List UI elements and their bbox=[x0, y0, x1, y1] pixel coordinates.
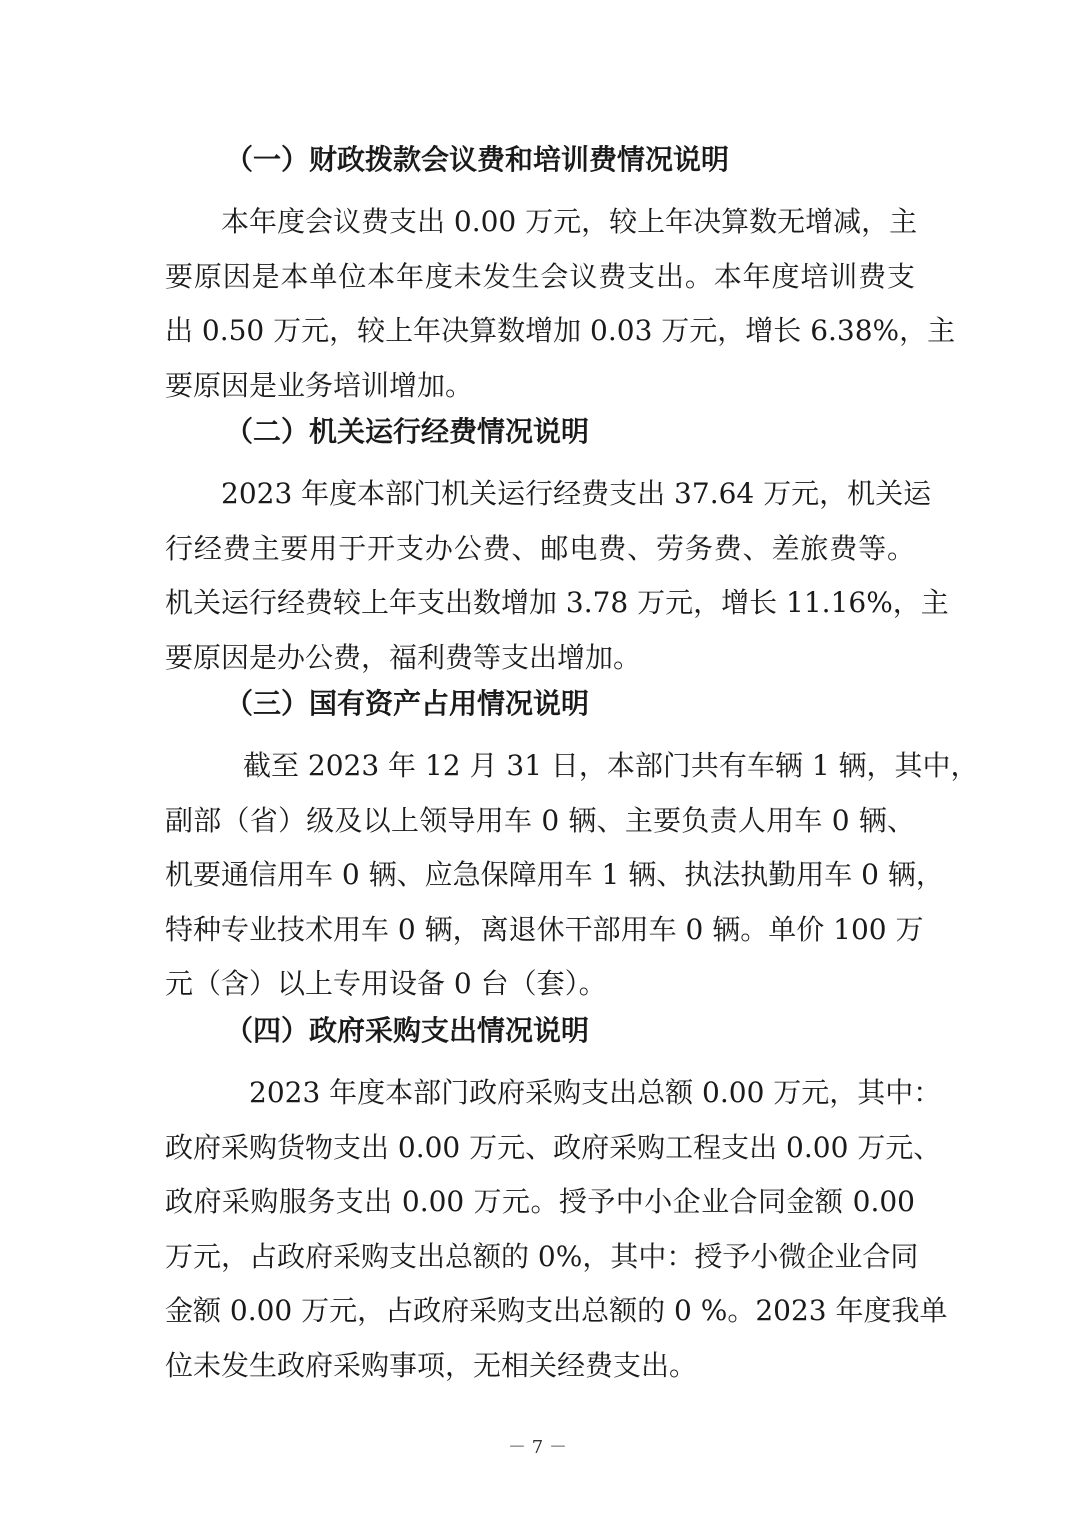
section-heading-state-assets: （三）国有资产占用情况说明 bbox=[225, 687, 590, 720]
text-line: 截至 2023 年 12 月 31 日，本部门共有车辆 1 辆，其中， bbox=[243, 749, 979, 782]
page-number: － 7 － bbox=[508, 1437, 567, 1458]
text-line: 2023 年度本部门政府采购支出总额 0.00 万元，其中： bbox=[249, 1076, 942, 1109]
text-line: 政府采购货物支出 0.00 万元、政府采购工程支出 0.00 万元、 bbox=[165, 1130, 942, 1164]
text-line: 要原因是本单位本年度未发生会议费支出。本年度培训费支 bbox=[165, 259, 915, 293]
section-body-meeting-training bbox=[165, 195, 956, 413]
text-line: 机要通信用车 0 辆、应急保障用车 1 辆、执法执勤用车 0 辆， bbox=[165, 858, 944, 891]
text-line: 元（含）以上专用设备 0 台（套）。 bbox=[165, 967, 607, 1000]
section-heading-procurement: （四）政府采购支出情况说明 bbox=[225, 1014, 590, 1047]
text-line: 特种专业技术用车 0 辆，离退休干部用车 0 辆。单价 100 万 bbox=[165, 912, 924, 946]
section-heading-meeting-training: （一）财政拨款会议费和培训费情况说明 bbox=[225, 143, 730, 176]
text-line: 行经费主要用于开支办公费、邮电费、劳务费、差旅费等。 bbox=[165, 531, 915, 565]
text-line: 金额 0.00 万元，占政府采购支出总额的 0 %。2023 年度我单 bbox=[165, 1294, 948, 1327]
text-line: 副部（省）级及以上领导用车 0 辆、主要负责人用车 0 辆、 bbox=[165, 803, 915, 837]
section-body-procurement bbox=[165, 1066, 948, 1393]
text-line: 万元，占政府采购支出总额的 0%，其中：授予小微企业合同 bbox=[165, 1239, 919, 1273]
text-line: 要原因是业务培训增加。 bbox=[165, 368, 474, 402]
text-line: 2023 年度本部门机关运行经费支出 37.64 万元，机关运 bbox=[221, 477, 932, 510]
text-line: 出 0.50 万元，较上年决算数增加 0.03 万元，增长 6.38%，主 bbox=[165, 314, 956, 347]
text-line: 位未发生政府采购事项，无相关经费支出。 bbox=[165, 1348, 698, 1382]
text-line: 机关运行经费较上年支出数增加 3.78 万元，增长 11.16%，主 bbox=[165, 586, 949, 619]
text-line: 要原因是办公费，福利费等支出增加。 bbox=[165, 640, 642, 674]
section-heading-operating-expenses: （二）机关运行经费情况说明 bbox=[225, 415, 590, 448]
section-body-operating-expenses bbox=[165, 467, 949, 685]
section-body-state-assets bbox=[165, 739, 979, 1012]
text-line: 政府采购服务支出 0.00 万元。授予中小企业合同金额 0.00 bbox=[165, 1185, 915, 1218]
text-line: 本年度会议费支出 0.00 万元，较上年决算数无增减，主 bbox=[221, 205, 918, 238]
